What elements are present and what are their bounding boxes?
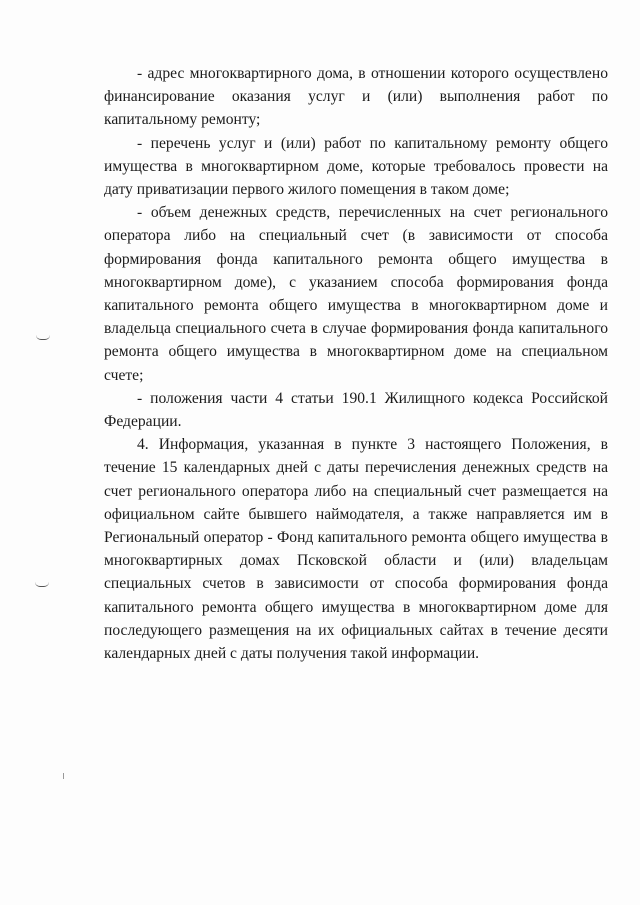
list-item-address: - адрес многоквартирного дома, в отношении которого осуществлено финансирование оказания услуг и (или) выполнения работ по капитальному ремонту; — [104, 65, 608, 129]
scan-speck — [63, 773, 64, 779]
paragraph-4-information: 4. Информация, указанная в пункте 3 настоящего Положения, в течение 15 календарных дней с даты перечисления денежных средств на счет регионального оператора либо на специальный счет размещается на официальном сайте бывшего наймодателя, а также направляется им в Региональный оператор - Фонд капитального ремонта общего имущества в многоквартирных домах Псковской области и (или) владельцам специальных счетов в зависимости от способа формирования фонда капитального ремонта общего имущества в многоквартирном доме для последующего размещения на их официальных сайтах в течение десяти календарных дней с даты получения такой информации. — [104, 436, 608, 663]
hole-punch-mark — [35, 582, 49, 587]
document-body — [104, 62, 608, 665]
list-item-funds-amount: - объем денежных средств, перечисленных на счет регионального оператора либо на специальный счет (в зависимости от способа формирования фонда капитального ремонта общего имущества в многоквартирном доме), с указанием способа формирования фонда капитального ремонта общего имущества в многоквартирном доме и владельца специального счета в случае формирования фонда капитального ремонта общего имущества в многоквартирном доме на специальном счете; — [104, 204, 608, 384]
list-item-works-list: - перечень услуг и (или) работ по капитальному ремонту общего имущества в многоквартирном доме, которые требовалось провести на дату приватизации первого жилого помещения в таком доме; — [104, 134, 608, 199]
list-item-housing-code: - положения части 4 статьи 190.1 Жилищного кодекса Российской Федерации. — [104, 389, 608, 431]
hole-punch-mark — [36, 335, 50, 340]
